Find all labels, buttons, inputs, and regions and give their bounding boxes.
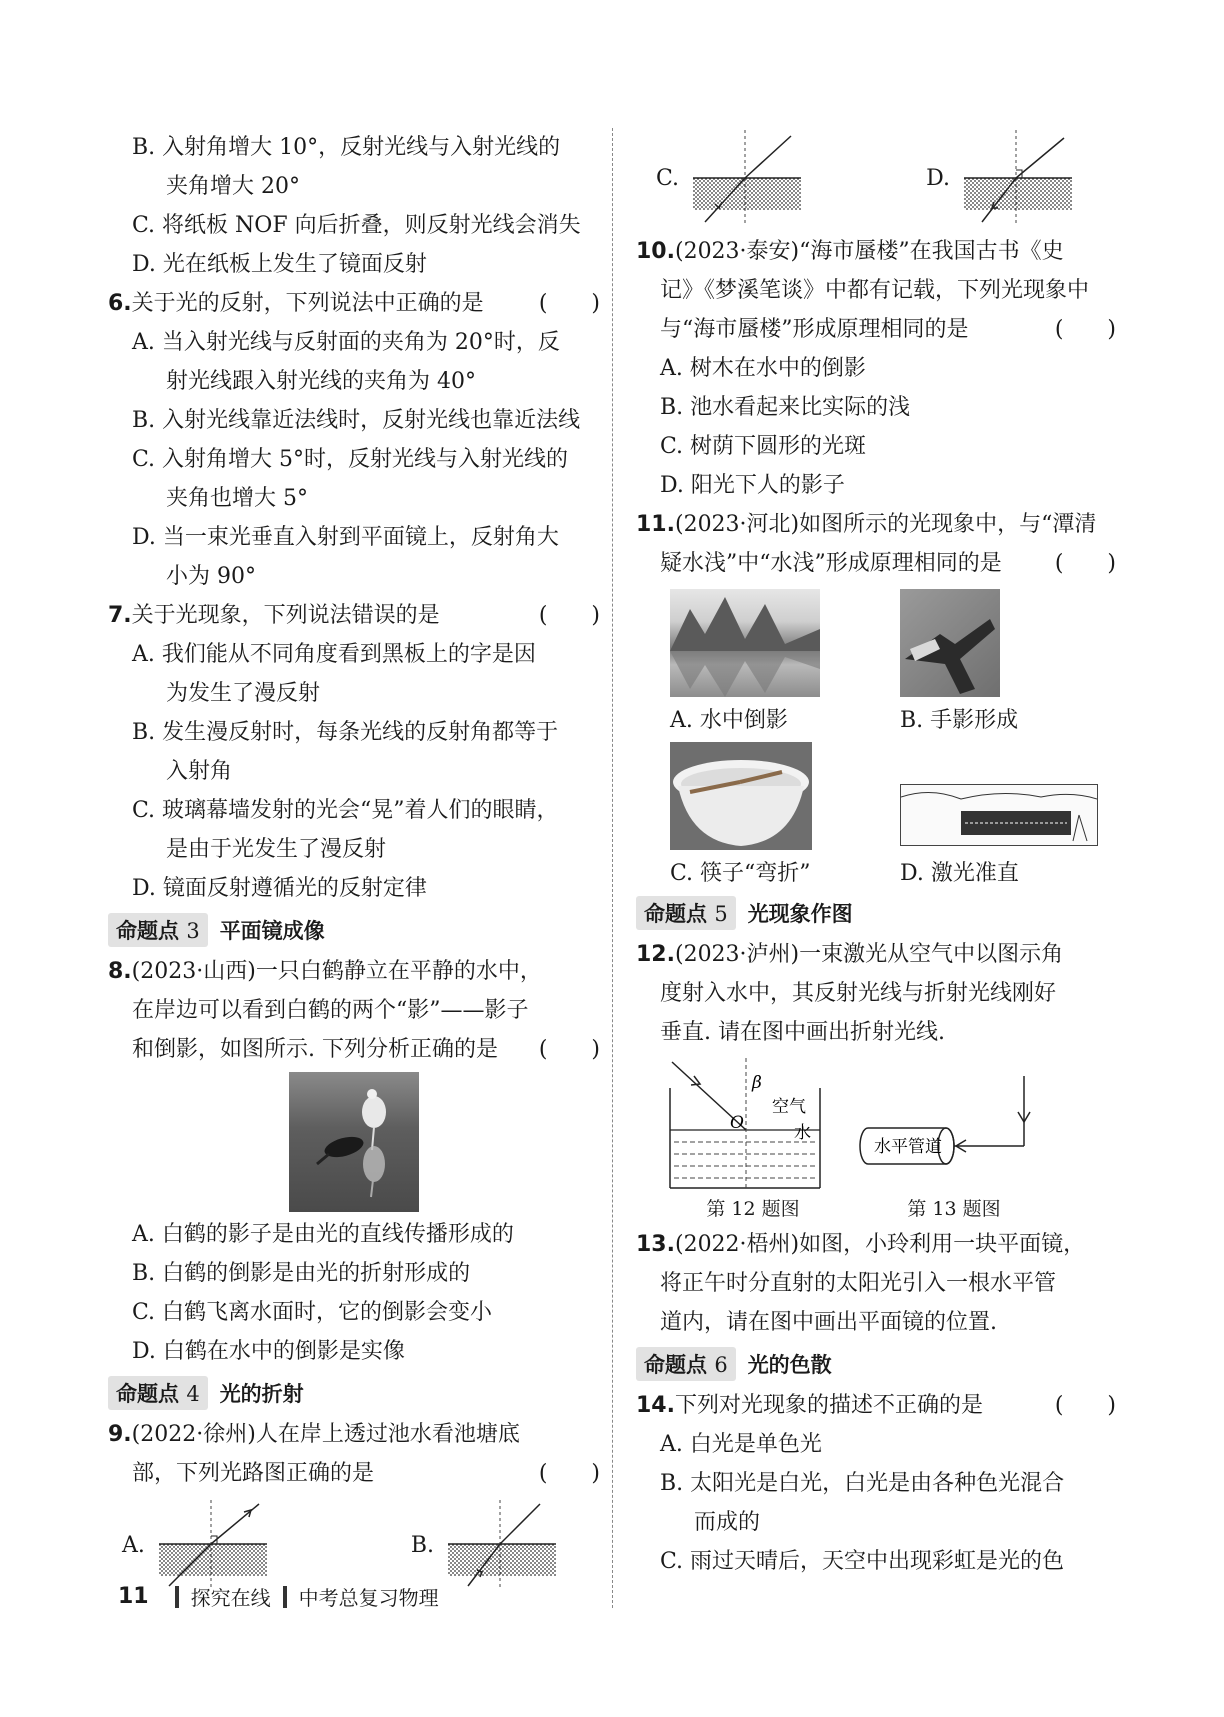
- q14-option-c-line1: C. 雨过天晴后，天空中出现彩虹是光的色: [660, 1549, 1065, 1574]
- q6-option-c-line2: 夹角也增大 5°: [166, 486, 308, 511]
- q14-number: 14.: [636, 1393, 675, 1418]
- answer-paren: ( ): [1054, 317, 1116, 342]
- q8-number: 8.: [108, 959, 132, 984]
- q13-caption: 第 13 题图: [907, 1198, 1001, 1220]
- q10-line2: 记》《梦溪笔谈》中都有记载，下列光现象中: [660, 278, 1090, 303]
- q9-text-1: (2022·徐州)人在岸上透过池水看池塘底: [131, 1422, 520, 1447]
- q11-option-a-caption: A. 水中倒影: [670, 708, 788, 733]
- q7-option-b-line1: B. 发生漫反射时，每条光线的反射角都等于: [132, 720, 559, 745]
- q9-number: 9.: [108, 1422, 132, 1447]
- q12-laser-water-diagram: [660, 1058, 830, 1190]
- q11-option-c: [670, 742, 900, 887]
- q10-option-c: C. 树荫下圆形的光斑: [660, 434, 867, 459]
- beta-label: β: [752, 1073, 762, 1093]
- q8-line1: [108, 952, 600, 991]
- q7-option-a-line2: 为发生了漫反射: [166, 681, 321, 706]
- ray-diagram-c: [685, 130, 805, 226]
- footer-divider: [175, 1586, 179, 1608]
- q5-option-b-line1: B. 入射角增大 10°，反射光线与入射光线的: [132, 135, 561, 160]
- q9-text-2: 部，下列光路图正确的是: [132, 1461, 375, 1486]
- q14-stem: [636, 1386, 1116, 1425]
- q11-photos-row2: [636, 742, 1116, 887]
- q6-option-d-line1: D. 当一束光垂直入射到平面镜上，反射角大: [132, 525, 559, 550]
- q6-stem-text: 关于光的反射，下列说法中正确的是: [131, 291, 484, 316]
- q9-line2: [108, 1454, 600, 1493]
- chopstick-bowl-photo: [670, 742, 812, 850]
- q11-option-c-caption: C. 筷子“弯折”: [670, 861, 811, 886]
- answer-paren: ( ): [538, 291, 600, 316]
- q8-text-1: (2023·山西)一只白鹤静立在平静的水中，: [131, 959, 542, 984]
- q6-number: 6.: [108, 291, 132, 316]
- q9-line1: [108, 1415, 600, 1454]
- q12-line1: [636, 935, 1116, 974]
- q14-option-a: A. 白光是单色光: [660, 1432, 822, 1457]
- point-o-label: O: [730, 1113, 744, 1133]
- q13-text-1: (2022·梧州)如图，小玲利用一块平面镜，: [674, 1232, 1086, 1257]
- ray-diagram-a: [151, 1500, 271, 1590]
- section-title: 光的色散: [747, 1353, 832, 1377]
- right-column: [636, 124, 1116, 1581]
- option-label: B.: [410, 1532, 434, 1558]
- page-footer: [118, 1582, 439, 1611]
- q5-option-d: D. 光在纸板上发生了镜面反射: [132, 252, 427, 277]
- q10-line1: [636, 232, 1116, 271]
- q10-line3: [636, 310, 1116, 349]
- q8-line3: [108, 1030, 600, 1069]
- section-title: 光的折射: [219, 1382, 304, 1406]
- answer-paren: ( ): [538, 1037, 600, 1062]
- q6-option-a-line1: A. 当入射光线与反射面的夹角为 20°时，反: [132, 330, 560, 355]
- q6-option-c-line1: C. 入射角增大 5°时，反射光线与入射光线的: [132, 447, 569, 472]
- q11-option-d-caption: D. 激光准直: [900, 861, 1019, 886]
- q11-line2: [636, 544, 1116, 583]
- q9-option-d: [926, 130, 1076, 226]
- q12-q13-figures: [636, 1058, 1116, 1221]
- column-divider: [612, 128, 613, 1608]
- q11-text-2: 疑水浅”中“水浅”形成原理相同的是: [660, 551, 1002, 576]
- q6-option-d-line2: 小为 90°: [166, 564, 256, 589]
- q9-option-b: [411, 1500, 560, 1590]
- q8-option-c: C. 白鹤飞离水面时，它的倒影会变小: [132, 1300, 493, 1325]
- section-heading-3: [108, 910, 600, 950]
- water-label: 水: [794, 1123, 811, 1143]
- q14-stem-text: 下列对光现象的描述不正确的是: [674, 1393, 983, 1418]
- q8-option-a: A. 白鹤的影子是由光的直线传播形成的: [132, 1222, 514, 1247]
- page-number: 11: [118, 1584, 149, 1609]
- q10-option-a: A. 树木在水中的倒影: [660, 356, 866, 381]
- q5-option-b-line2: 夹角增大 20°: [166, 174, 300, 199]
- q8-option-d: D. 白鹤在水中的倒影是实像: [132, 1339, 405, 1364]
- answer-paren: ( ): [538, 603, 600, 628]
- q10-text-3: 与“海市蜃楼”形成原理相同的是: [660, 317, 969, 342]
- q11-option-b-caption: B. 手影形成: [900, 708, 1019, 733]
- q11-number: 11.: [636, 512, 675, 537]
- q13-figure: [854, 1058, 1054, 1221]
- q6-option-a-line2: 射光线跟入射光线的夹角为 40°: [166, 369, 476, 394]
- footer-divider: [283, 1586, 287, 1608]
- q8-line2: 在岸边可以看到白鹤的两个“影”——影子: [132, 998, 529, 1023]
- q12-line2: 度射入水中，其反射光线与折射光线刚好: [660, 981, 1057, 1006]
- q10-number: 10.: [636, 239, 675, 264]
- q12-text-1: (2023·泸州)一束激光从空气中以图示角: [674, 942, 1064, 967]
- q12-number: 12.: [636, 942, 675, 967]
- q8-option-b: B. 白鹤的倒影是由光的折射形成的: [132, 1261, 471, 1286]
- q6-stem: [108, 284, 600, 323]
- ray-diagram-d: [956, 130, 1076, 226]
- q12-figure: [660, 1058, 846, 1221]
- q9-options-cd: [636, 124, 1116, 232]
- air-label: 空气: [772, 1097, 806, 1117]
- section-title: 光现象作图: [747, 902, 853, 926]
- q7-option-b-line2: 入射角: [166, 759, 233, 784]
- q13-line1: [636, 1225, 1116, 1264]
- q6-option-b: B. 入射光线靠近法线时，反射光线也靠近法线: [132, 408, 581, 433]
- white-crane-photo: [289, 1072, 419, 1212]
- q8-figure: [108, 1069, 600, 1215]
- q9-option-a: [122, 1500, 271, 1590]
- answer-paren: ( ): [538, 1461, 600, 1486]
- reflection-photo: [670, 589, 820, 697]
- option-label: C.: [656, 165, 680, 191]
- white-crane-drawing: [289, 1072, 419, 1212]
- q7-option-c-line1: C. 玻璃幕墙发射的光会“晃”着人们的眼睛，: [132, 798, 559, 823]
- answer-paren: ( ): [1054, 1393, 1116, 1418]
- q7-number: 7.: [108, 603, 132, 628]
- q7-stem-text: 关于光现象，下列说法错误的是: [131, 603, 440, 628]
- q5-option-c: C. 将纸板 NOF 向后折叠，则反射光线会消失: [132, 213, 581, 238]
- q11-photos-row1: [636, 589, 1116, 734]
- footer-book-title: 中考总复习物理: [298, 1586, 439, 1610]
- q12-caption: 第 12 题图: [706, 1198, 800, 1220]
- option-label: A.: [122, 1532, 145, 1558]
- footer-brand: 探究在线: [190, 1586, 271, 1610]
- q13-pipe-diagram: [854, 1058, 1054, 1190]
- section-tag: 命题点 3: [108, 913, 208, 947]
- hand-shadow-photo: [900, 589, 1000, 697]
- q11-option-a: [670, 589, 900, 734]
- q9-option-c: [656, 130, 805, 226]
- section-heading-5: [636, 893, 1116, 933]
- option-label: D.: [926, 165, 950, 191]
- q11-text-1: (2023·河北)如图所示的光现象中，与“潭清: [674, 512, 1097, 537]
- q13-number: 13.: [636, 1232, 675, 1257]
- q12-line3: 垂直. 请在图中画出折射光线.: [660, 1020, 945, 1045]
- left-column: [108, 128, 600, 1597]
- q14-option-b-line1: B. 太阳光是白光，白光是由各种色光混合: [660, 1471, 1065, 1496]
- q7-option-a-line1: A. 我们能从不同角度看到黑板上的字是因: [132, 642, 536, 667]
- q7-option-d: D. 镜面反射遵循光的反射定律: [132, 876, 427, 901]
- q10-option-b: B. 池水看起来比实际的浅: [660, 395, 911, 420]
- pipe-label: 水平管道: [874, 1137, 942, 1157]
- q8-text-3: 和倒影，如图所示. 下列分析正确的是: [132, 1037, 498, 1062]
- section-tag: 命题点 4: [108, 1376, 208, 1410]
- section-tag: 命题点 6: [636, 1347, 736, 1381]
- q7-stem: [108, 596, 600, 635]
- q13-line2: 将正午时分直射的太阳光引入一根水平管: [660, 1271, 1057, 1296]
- q13-line3: 道内，请在图中画出平面镜的位置.: [660, 1310, 997, 1335]
- q11-option-d: [900, 784, 1098, 887]
- section-title: 平面镜成像: [219, 919, 325, 943]
- ray-diagram-b: [440, 1500, 560, 1590]
- q11-line1: [636, 505, 1116, 544]
- q10-option-d: D. 阳光下人的影子: [660, 473, 845, 498]
- q7-option-c-line2: 是由于光发生了漫反射: [166, 837, 387, 862]
- laser-tunnel-drawing: [900, 784, 1098, 846]
- section-heading-6: [636, 1344, 1116, 1384]
- q14-option-b-line2: 而成的: [694, 1510, 761, 1535]
- answer-paren: ( ): [1054, 551, 1116, 576]
- q11-option-b: [900, 589, 1018, 734]
- section-tag: 命题点 5: [636, 896, 736, 930]
- q10-text-1: (2023·泰安)“海市蜃楼”在我国古书《史: [674, 239, 1064, 264]
- section-heading-4: [108, 1373, 600, 1413]
